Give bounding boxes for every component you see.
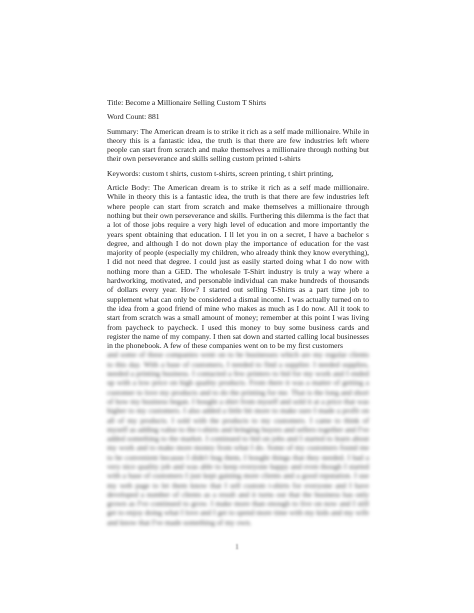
document-content xyxy=(107,98,369,532)
word-count: Word Count: 881 xyxy=(107,112,160,122)
article-body: Article Body: The American dream is to strike it rich as a self made millionaire. While in theory this is a fantastic idea, the truth is that there are few industries left where people can start from scratch and make themselves a millionaire through nothing but their own perseverance and skills. Furthering this dilemma is the fact that a lot of those jobs require a very high level of education and more importantly the years spent obtaining that education. I ll let you in on a secret, I have a bachelor s degree, and although I do not down play the importance of education for the vast majority of people (especially my children, who already think they know everything), I did not need that degree. I could just as easily started doing what I do now with nothing more than a GED. The wholesale T-Shirt industry is truly a way where a hardworking, motivated, and personable individual can make hundreds of thousands of dollars every year. How? I started out selling T-Shirts as a part time job to supplement what can only be considered a dismal income. I was actually turned on to the idea from a good friend of mine who makes as much as I do now. All it took to start from scratch was a small amount of money; remember at this point I was living from paycheck to paycheck. I used this money to buy some business cards and register the name of my company. I then sat down and started calling local businesses in the phonebook. A few of these companies went on to be my first customers xyxy=(107,183,369,351)
keywords-line: Keywords: custom t shirts, custom t-shirts, screen printing, t shirt printing, xyxy=(107,168,334,178)
document-title: Title: Become a Millionaire Selling Custom T Shirts xyxy=(107,98,267,107)
article-body-blurred: and some of these companies went on to be businesses which are my regular clients to this day. With a base of customers, I needed to find a supplier. I needed supplies, needed a printing business. I contacted a few printers to bid for my work and I ended up with a low price on high quality products. From there it was a matter of getting a customer to love my products and to do the printing for me. That is the long and short of how my business began. I bought a shirt from myself and sold it at a price that was higher to my customers. I also added a little bit more to make sure I made a profit on all of my products. I sold with the products to my customers. I came to think of myself as adding value to the t-shirts and bringing buyers and sellers together and I've added something to the market. I continued to bid on jobs and I started to learn about my work and to make more money from what I do. Some of my customers found me to be convenient because I didn't bug them, I bought things that they needed. I had a very nice quality job and was able to keep everyone happy and even though I started with a base of customers I just kept gaining more clients and a good reputation. I use my web page to let them know that I sell custom t-shirts for everyone and I have developed a number of clients as a result and it turns out that the business has only grown as I've continued to grow. I make more than enough to live on now and I still get to enjoy doing what I love and I get to spend more time with my kids and my wife and know that I've made something of my own. xyxy=(107,350,369,527)
page-number: 1 xyxy=(235,543,239,551)
summary-paragraph: Summary: The American dream is to strike it rich as a self made millionaire. While in theory this is a fantastic idea, the truth is that there are few industries left where people can start from scratch and make themselves a millionaire through nothing but their own perseverance and skills selling custom printed t-shirts xyxy=(107,126,369,164)
